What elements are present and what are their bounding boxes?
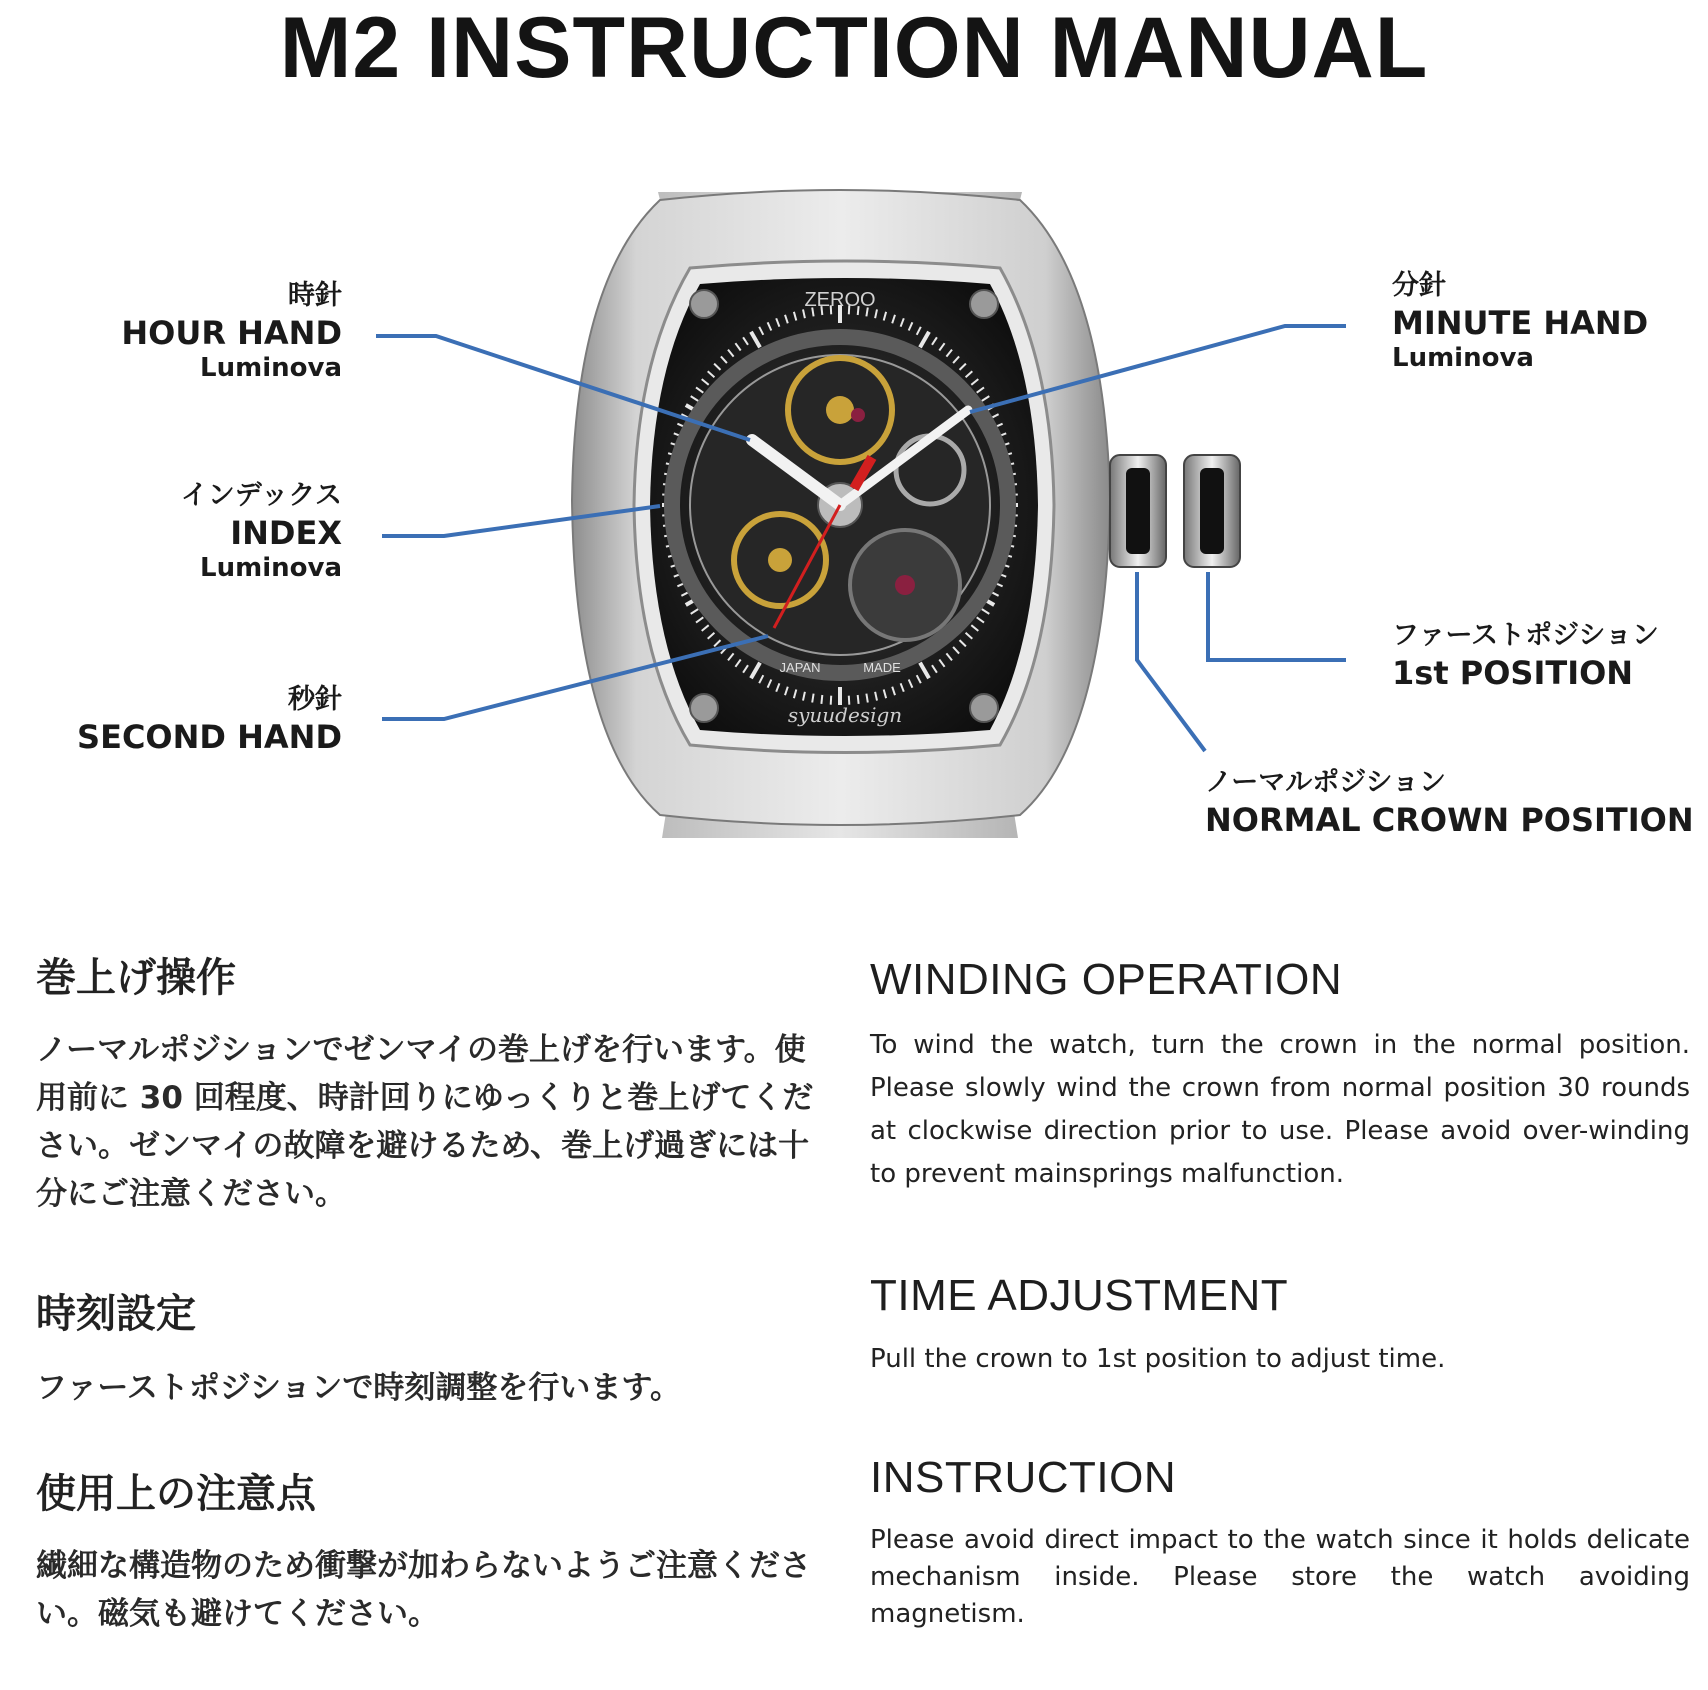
section-body: ファーストポジションで時刻調整を行います。 — [36, 1370, 681, 1406]
section-winding-en — [870, 954, 1690, 1196]
section-caution-jp — [36, 1468, 816, 1638]
label-en: INDEX — [230, 514, 342, 552]
label-en: HOUR HAND — [121, 314, 342, 352]
tick-mark — [866, 694, 867, 703]
label-sub: Luminova — [200, 353, 342, 383]
label-first-position — [1392, 618, 1659, 692]
section-heading: INSTRUCTION — [870, 1453, 1177, 1502]
brand-mark: ZEROO — [804, 289, 876, 311]
label-sub: Luminova — [200, 553, 342, 583]
label-second-hand — [77, 682, 342, 756]
label-en: MINUTE HAND — [1392, 304, 1649, 342]
section-heading: 使用上の注意点 — [36, 1471, 316, 1517]
label-jp: 分針 — [1392, 270, 1446, 301]
section-body: ノーマルポジションでゼンマイの巻上げを行います。使用前に 30 回程度、時計回りにゆっくりと巻上げてください。ゼンマイの故障を避けるため、巻上げ過ぎには十分にご注意ください。 — [36, 1032, 814, 1212]
label-en: NORMAL CROWN POSITION — [1205, 801, 1694, 839]
label-index — [181, 478, 342, 584]
section-body: 繊細な構造物のため衝撃が加わらないようご注意ください。磁気も避けてください。 — [36, 1548, 811, 1632]
crown-first — [1184, 455, 1240, 567]
section-body: Pull the crown to 1st position to adjust time. — [870, 1344, 1446, 1374]
section-time-jp — [36, 1288, 816, 1412]
label-hour-hand — [121, 278, 342, 384]
section-heading: 時刻設定 — [36, 1291, 196, 1337]
section-instruction-en — [870, 1452, 1690, 1633]
section-body: Please avoid direct impact to the watch since it holds delicate mechanism inside. Please store the watch avoiding magnetism. — [870, 1525, 1690, 1629]
label-jp: ファーストポジション — [1392, 620, 1659, 651]
section-body: To wind the watch, turn the crown in the normal position. Please slowly wind the crown from normal position 30 rounds at clockwise direction prior to use. Please avoid over-winding to prevent mainsprings malfunction. — [870, 1030, 1690, 1189]
section-time-en — [870, 1270, 1690, 1381]
label-en: SECOND HAND — [77, 718, 342, 756]
section-winding-jp — [36, 952, 816, 1218]
label-jp: 秒針 — [288, 684, 342, 715]
page-title: M2 INSTRUCTION MANUAL — [279, 0, 1429, 96]
tick-mark — [812, 694, 813, 703]
label-jp: 時針 — [288, 280, 342, 311]
section-heading: TIME ADJUSTMENT — [870, 1271, 1289, 1320]
label-normal-position — [1205, 765, 1694, 839]
section-heading: 巻上げ操作 — [36, 955, 236, 1001]
label-jp: インデックス — [180, 480, 342, 511]
label-minute-hand — [1392, 268, 1648, 374]
label-sub: Luminova — [1392, 343, 1534, 373]
dial-text-made: MADE — [863, 660, 901, 675]
dial-text-japan: JAPAN — [779, 660, 821, 675]
signature: syuudesign — [787, 703, 903, 727]
section-heading: WINDING OPERATION — [870, 955, 1343, 1004]
crown-normal — [1110, 455, 1166, 567]
label-en: 1st POSITION — [1392, 654, 1634, 692]
label-jp: ノーマルポジション — [1205, 767, 1446, 798]
